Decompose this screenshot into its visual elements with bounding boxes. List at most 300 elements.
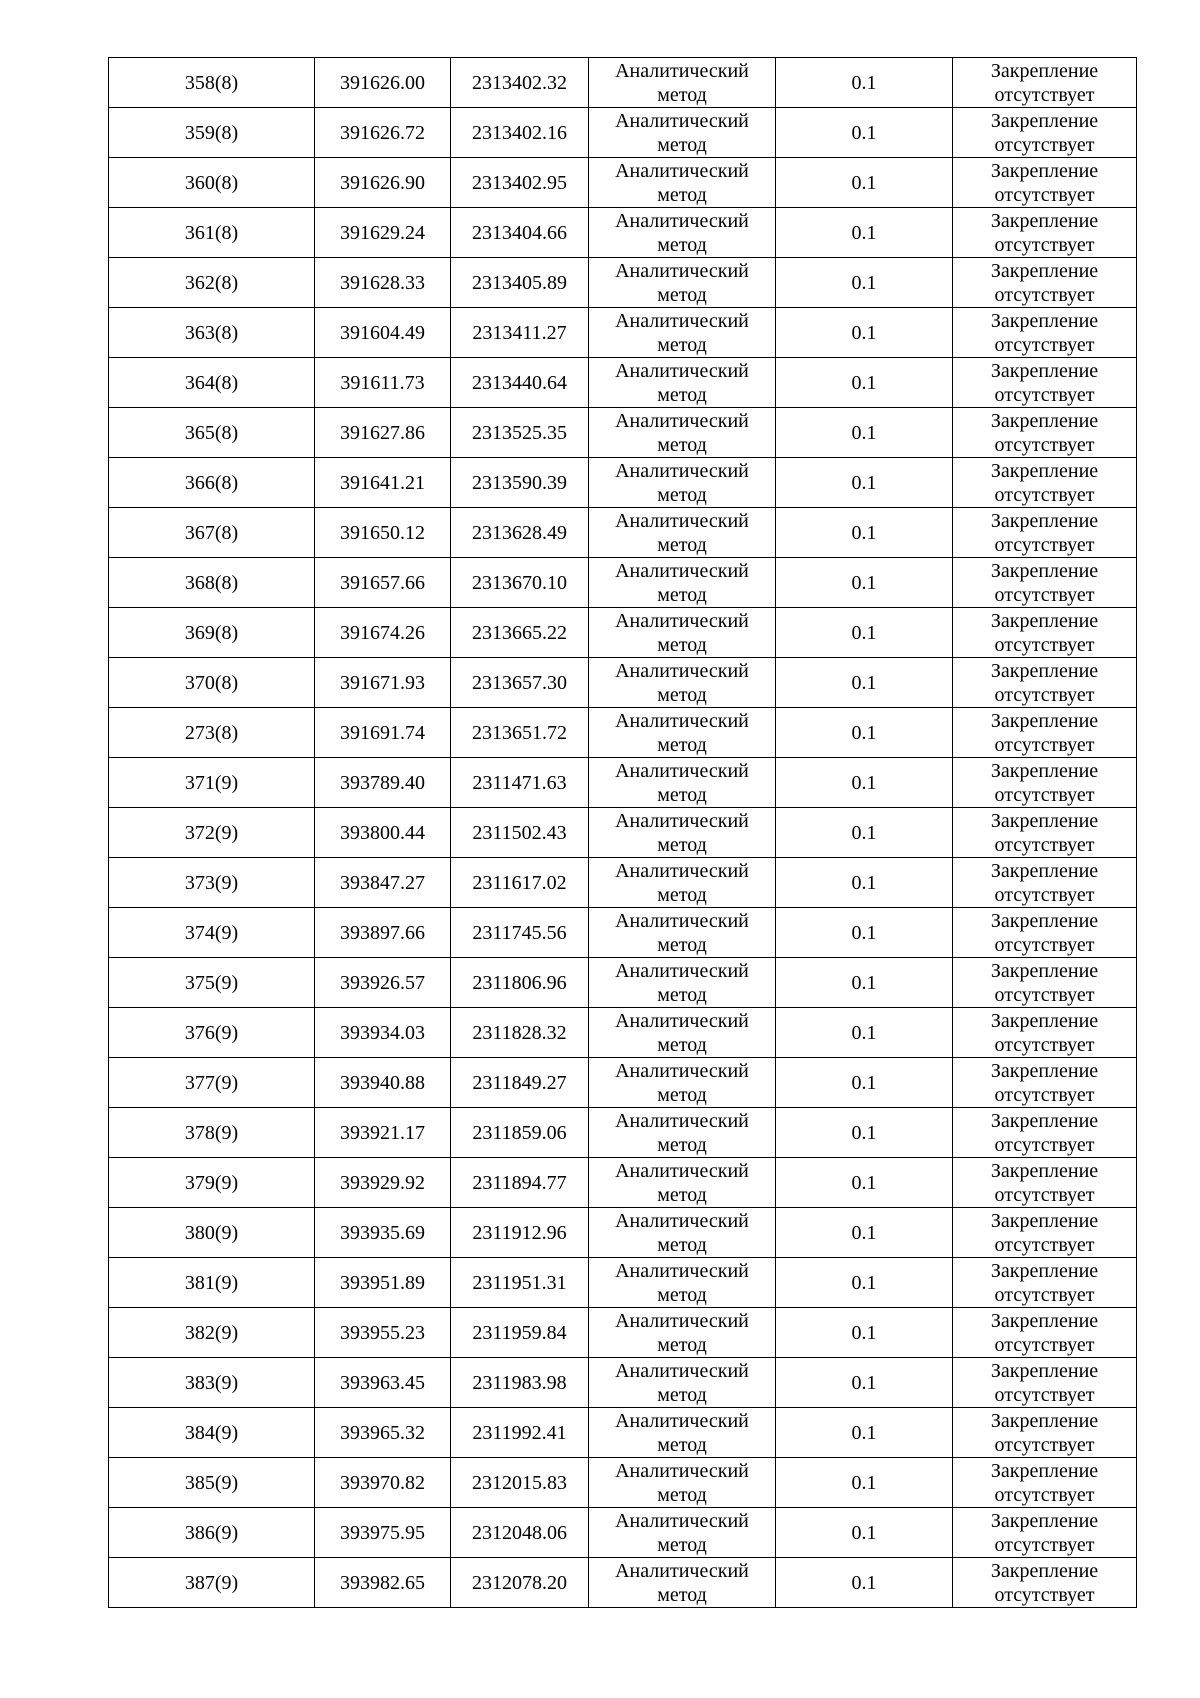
fixation-cell-line2: отсутствует (994, 483, 1095, 506)
fixation-cell-line1: Закрепление (990, 1509, 1099, 1532)
method-cell-line2: метод (657, 183, 707, 206)
fixation-cell (953, 1258, 1137, 1308)
fixation-cell-line1: Закрепление (990, 1409, 1099, 1432)
precision-cell: 0.1 (776, 1308, 953, 1358)
precision-cell: 0.1 (776, 258, 953, 308)
method-cell (589, 258, 776, 308)
method-cell-line2: метод (657, 933, 707, 956)
method-cell-line2: метод (657, 1433, 707, 1456)
y-coordinate-cell: 2313657.30 (451, 658, 589, 708)
fixation-cell-line1: Закрепление (990, 1459, 1099, 1482)
x-coordinate-cell: 391628.33 (315, 258, 451, 308)
x-coordinate-cell: 393929.92 (315, 1158, 451, 1208)
table-row (109, 308, 1137, 358)
point-number-cell: 365(8) (109, 408, 315, 458)
table-row (109, 758, 1137, 808)
x-coordinate-cell: 391657.66 (315, 558, 451, 608)
table-row (109, 958, 1137, 1008)
method-cell (589, 158, 776, 208)
y-coordinate-cell: 2311951.31 (451, 1258, 589, 1308)
fixation-cell-line1: Закрепление (990, 609, 1099, 632)
method-cell-line1: Аналитический (615, 1409, 749, 1432)
fixation-cell-line2: отсутствует (994, 133, 1095, 156)
point-number-cell: 358(8) (109, 58, 315, 108)
table-row (109, 358, 1137, 408)
y-coordinate-cell: 2313411.27 (451, 308, 589, 358)
method-cell-line2: метод (657, 733, 707, 756)
y-coordinate-cell: 2311849.27 (451, 1058, 589, 1108)
precision-cell: 0.1 (776, 1558, 953, 1608)
table-row (109, 1158, 1137, 1208)
method-cell-line1: Аналитический (615, 1309, 749, 1332)
y-coordinate-cell: 2311983.98 (451, 1358, 589, 1408)
point-number-cell: 386(9) (109, 1508, 315, 1558)
y-coordinate-cell: 2311471.63 (451, 758, 589, 808)
x-coordinate-cell: 393982.65 (315, 1558, 451, 1608)
precision-cell: 0.1 (776, 1108, 953, 1158)
fixation-cell (953, 208, 1137, 258)
point-number-cell: 367(8) (109, 508, 315, 558)
fixation-cell (953, 658, 1137, 708)
precision-cell: 0.1 (776, 558, 953, 608)
fixation-cell (953, 608, 1137, 658)
point-number-cell: 387(9) (109, 1558, 315, 1608)
method-cell (589, 458, 776, 508)
method-cell (589, 1458, 776, 1508)
method-cell-line2: метод (657, 1383, 707, 1406)
y-coordinate-cell: 2312048.06 (451, 1508, 589, 1558)
fixation-cell-line2: отсутствует (994, 233, 1095, 256)
method-cell-line1: Аналитический (615, 1059, 749, 1082)
method-cell (589, 1008, 776, 1058)
table-row (109, 1458, 1137, 1508)
method-cell-line1: Аналитический (615, 1459, 749, 1482)
point-number-cell: 374(9) (109, 908, 315, 958)
precision-cell: 0.1 (776, 1258, 953, 1308)
precision-cell: 0.1 (776, 1008, 953, 1058)
fixation-cell-line1: Закрепление (990, 809, 1099, 832)
fixation-cell-line2: отсутствует (994, 1033, 1095, 1056)
method-cell-line2: метод (657, 833, 707, 856)
point-number-cell: 362(8) (109, 258, 315, 308)
x-coordinate-cell: 393965.32 (315, 1408, 451, 1458)
y-coordinate-cell: 2313525.35 (451, 408, 589, 458)
fixation-cell-line1: Закрепление (990, 1009, 1099, 1032)
method-cell-line1: Аналитический (615, 1359, 749, 1382)
point-number-cell: 359(8) (109, 108, 315, 158)
x-coordinate-cell: 391650.12 (315, 508, 451, 558)
table-row (109, 708, 1137, 758)
precision-cell: 0.1 (776, 358, 953, 408)
fixation-cell-line1: Закрепление (990, 309, 1099, 332)
fixation-cell-line2: отсутствует (994, 933, 1095, 956)
method-cell-line2: метод (657, 433, 707, 456)
fixation-cell-line1: Закрепление (990, 1109, 1099, 1132)
fixation-cell-line2: отсутствует (994, 333, 1095, 356)
method-cell (589, 658, 776, 708)
method-cell (589, 958, 776, 1008)
precision-cell: 0.1 (776, 758, 953, 808)
x-coordinate-cell: 393940.88 (315, 1058, 451, 1108)
table-row (109, 908, 1137, 958)
table-row (109, 858, 1137, 908)
x-coordinate-cell: 391629.24 (315, 208, 451, 258)
x-coordinate-cell: 393970.82 (315, 1458, 451, 1508)
y-coordinate-cell: 2312078.20 (451, 1558, 589, 1608)
point-number-cell: 361(8) (109, 208, 315, 258)
fixation-cell-line1: Закрепление (990, 759, 1099, 782)
precision-cell: 0.1 (776, 658, 953, 708)
method-cell-line1: Аналитический (615, 509, 749, 532)
coordinates-table-body (109, 58, 1137, 1608)
fixation-cell-line1: Закрепление (990, 1059, 1099, 1082)
method-cell-line2: метод (657, 283, 707, 306)
y-coordinate-cell: 2311617.02 (451, 858, 589, 908)
y-coordinate-cell: 2313628.49 (451, 508, 589, 558)
fixation-cell (953, 58, 1137, 108)
table-row (109, 808, 1137, 858)
table-row (109, 508, 1137, 558)
y-coordinate-cell: 2311745.56 (451, 908, 589, 958)
fixation-cell-line1: Закрепление (990, 959, 1099, 982)
fixation-cell (953, 958, 1137, 1008)
method-cell (589, 1308, 776, 1358)
method-cell-line1: Аналитический (615, 609, 749, 632)
table-row (109, 608, 1137, 658)
point-number-cell: 383(9) (109, 1358, 315, 1408)
method-cell-line2: метод (657, 383, 707, 406)
point-number-cell: 380(9) (109, 1208, 315, 1258)
point-number-cell: 368(8) (109, 558, 315, 608)
method-cell-line1: Аналитический (615, 1159, 749, 1182)
y-coordinate-cell: 2312015.83 (451, 1458, 589, 1508)
method-cell-line1: Аналитический (615, 1259, 749, 1282)
method-cell-line1: Аналитический (615, 1509, 749, 1532)
method-cell (589, 508, 776, 558)
x-coordinate-cell: 393789.40 (315, 758, 451, 808)
fixation-cell-line1: Закрепление (990, 159, 1099, 182)
fixation-cell-line2: отсутствует (994, 1283, 1095, 1306)
method-cell-line1: Аналитический (615, 109, 749, 132)
table-row (109, 208, 1137, 258)
fixation-cell-line2: отсутствует (994, 583, 1095, 606)
precision-cell: 0.1 (776, 58, 953, 108)
method-cell-line1: Аналитический (615, 759, 749, 782)
method-cell (589, 1108, 776, 1158)
method-cell (589, 1058, 776, 1108)
fixation-cell-line1: Закрепление (990, 859, 1099, 882)
y-coordinate-cell: 2311828.32 (451, 1008, 589, 1058)
method-cell-line2: метод (657, 483, 707, 506)
fixation-cell (953, 508, 1137, 558)
point-number-cell: 382(9) (109, 1308, 315, 1358)
method-cell-line2: метод (657, 1183, 707, 1206)
fixation-cell (953, 1158, 1137, 1208)
method-cell-line1: Аналитический (615, 909, 749, 932)
method-cell (589, 1358, 776, 1408)
table-row (109, 158, 1137, 208)
method-cell (589, 608, 776, 658)
fixation-cell-line2: отсутствует (994, 1133, 1095, 1156)
fixation-cell-line2: отсутствует (994, 833, 1095, 856)
method-cell-line2: метод (657, 533, 707, 556)
method-cell-line1: Аналитический (615, 159, 749, 182)
x-coordinate-cell: 393975.95 (315, 1508, 451, 1558)
point-number-cell: 371(9) (109, 758, 315, 808)
x-coordinate-cell: 393800.44 (315, 808, 451, 858)
point-number-cell: 378(9) (109, 1108, 315, 1158)
method-cell (589, 1558, 776, 1608)
table-row (109, 408, 1137, 458)
fixation-cell-line1: Закрепление (990, 509, 1099, 532)
table-row (109, 1258, 1137, 1308)
fixation-cell (953, 108, 1137, 158)
method-cell-line1: Аналитический (615, 1009, 749, 1032)
table-row (109, 1208, 1137, 1258)
fixation-cell-line1: Закрепление (990, 409, 1099, 432)
method-cell-line1: Аналитический (615, 259, 749, 282)
fixation-cell (953, 1458, 1137, 1508)
precision-cell: 0.1 (776, 308, 953, 358)
method-cell-line2: метод (657, 983, 707, 1006)
table-row (109, 1558, 1137, 1608)
fixation-cell-line1: Закрепление (990, 109, 1099, 132)
x-coordinate-cell: 393935.69 (315, 1208, 451, 1258)
method-cell (589, 58, 776, 108)
x-coordinate-cell: 393897.66 (315, 908, 451, 958)
method-cell (589, 308, 776, 358)
fixation-cell-line2: отсутствует (994, 1233, 1095, 1256)
point-number-cell: 377(9) (109, 1058, 315, 1108)
fixation-cell-line2: отсутствует (994, 83, 1095, 106)
precision-cell: 0.1 (776, 1408, 953, 1458)
fixation-cell (953, 1208, 1137, 1258)
fixation-cell-line1: Закрепление (990, 1159, 1099, 1182)
fixation-cell-line2: отсутствует (994, 733, 1095, 756)
fixation-cell (953, 308, 1137, 358)
x-coordinate-cell: 391691.74 (315, 708, 451, 758)
method-cell (589, 808, 776, 858)
y-coordinate-cell: 2311806.96 (451, 958, 589, 1008)
fixation-cell (953, 558, 1137, 608)
precision-cell: 0.1 (776, 108, 953, 158)
method-cell (589, 1158, 776, 1208)
fixation-cell-line1: Закрепление (990, 359, 1099, 382)
method-cell-line1: Аналитический (615, 1109, 749, 1132)
method-cell-line2: метод (657, 633, 707, 656)
method-cell-line2: метод (657, 1533, 707, 1556)
x-coordinate-cell: 393926.57 (315, 958, 451, 1008)
method-cell-line2: метод (657, 1083, 707, 1106)
fixation-cell-line2: отсутствует (994, 683, 1095, 706)
fixation-cell-line1: Закрепление (990, 1259, 1099, 1282)
table-row (109, 1408, 1137, 1458)
point-number-cell: 375(9) (109, 958, 315, 1008)
y-coordinate-cell: 2313651.72 (451, 708, 589, 758)
method-cell (589, 408, 776, 458)
precision-cell: 0.1 (776, 208, 953, 258)
fixation-cell-line1: Закрепление (990, 1359, 1099, 1382)
fixation-cell (953, 358, 1137, 408)
method-cell-line2: метод (657, 233, 707, 256)
fixation-cell-line2: отсутствует (994, 1083, 1095, 1106)
method-cell-line2: метод (657, 1133, 707, 1156)
fixation-cell-line2: отсутствует (994, 183, 1095, 206)
fixation-cell (953, 858, 1137, 908)
point-number-cell: 363(8) (109, 308, 315, 358)
precision-cell: 0.1 (776, 1508, 953, 1558)
point-number-cell: 379(9) (109, 1158, 315, 1208)
y-coordinate-cell: 2311859.06 (451, 1108, 589, 1158)
table-row (109, 1308, 1137, 1358)
x-coordinate-cell: 391626.72 (315, 108, 451, 158)
method-cell-line2: метод (657, 1033, 707, 1056)
table-row (109, 1058, 1137, 1108)
method-cell-line2: метод (657, 783, 707, 806)
x-coordinate-cell: 391674.26 (315, 608, 451, 658)
y-coordinate-cell: 2313440.64 (451, 358, 589, 408)
method-cell-line1: Аналитический (615, 359, 749, 382)
y-coordinate-cell: 2311912.96 (451, 1208, 589, 1258)
fixation-cell-line2: отсутствует (994, 1483, 1095, 1506)
method-cell-line2: метод (657, 683, 707, 706)
point-number-cell: 370(8) (109, 658, 315, 708)
table-row (109, 1358, 1137, 1408)
fixation-cell (953, 158, 1137, 208)
method-cell-line1: Аналитический (615, 709, 749, 732)
fixation-cell-line1: Закрепление (990, 459, 1099, 482)
fixation-cell-line1: Закрепление (990, 559, 1099, 582)
method-cell (589, 108, 776, 158)
table-row (109, 658, 1137, 708)
x-coordinate-cell: 393934.03 (315, 1008, 451, 1058)
fixation-cell-line2: отсутствует (994, 533, 1095, 556)
table-row (109, 1008, 1137, 1058)
method-cell (589, 1408, 776, 1458)
method-cell-line1: Аналитический (615, 809, 749, 832)
fixation-cell-line1: Закрепление (990, 1559, 1099, 1582)
fixation-cell (953, 1108, 1137, 1158)
precision-cell: 0.1 (776, 858, 953, 908)
fixation-cell (953, 258, 1137, 308)
precision-cell: 0.1 (776, 458, 953, 508)
fixation-cell-line2: отсутствует (994, 633, 1095, 656)
fixation-cell (953, 708, 1137, 758)
fixation-cell (953, 1008, 1137, 1058)
y-coordinate-cell: 2311959.84 (451, 1308, 589, 1358)
precision-cell: 0.1 (776, 1358, 953, 1408)
x-coordinate-cell: 393921.17 (315, 1108, 451, 1158)
table-row (109, 458, 1137, 508)
x-coordinate-cell: 391626.90 (315, 158, 451, 208)
fixation-cell-line1: Закрепление (990, 909, 1099, 932)
method-cell-line1: Аналитический (615, 559, 749, 582)
method-cell (589, 1258, 776, 1308)
fixation-cell (953, 908, 1137, 958)
point-number-cell: 373(9) (109, 858, 315, 908)
table-row (109, 1108, 1137, 1158)
method-cell-line1: Аналитический (615, 1559, 749, 1582)
point-number-cell: 366(8) (109, 458, 315, 508)
method-cell-line2: метод (657, 1583, 707, 1606)
fixation-cell (953, 1408, 1137, 1458)
fixation-cell (953, 458, 1137, 508)
precision-cell: 0.1 (776, 708, 953, 758)
fixation-cell-line1: Закрепление (990, 1309, 1099, 1332)
fixation-cell (953, 1558, 1137, 1608)
method-cell-line1: Аналитический (615, 959, 749, 982)
y-coordinate-cell: 2313590.39 (451, 458, 589, 508)
y-coordinate-cell: 2313405.89 (451, 258, 589, 308)
coordinates-table (108, 57, 1137, 1608)
point-number-cell: 381(9) (109, 1258, 315, 1308)
fixation-cell-line2: отсутствует (994, 1183, 1095, 1206)
precision-cell: 0.1 (776, 1158, 953, 1208)
method-cell (589, 858, 776, 908)
x-coordinate-cell: 393963.45 (315, 1358, 451, 1408)
method-cell-line2: метод (657, 1483, 707, 1506)
y-coordinate-cell: 2313402.16 (451, 108, 589, 158)
fixation-cell (953, 1358, 1137, 1408)
y-coordinate-cell: 2311894.77 (451, 1158, 589, 1208)
fixation-cell-line2: отсутствует (994, 433, 1095, 456)
fixation-cell (953, 1058, 1137, 1108)
fixation-cell-line2: отсутствует (994, 1333, 1095, 1356)
fixation-cell-line1: Закрепление (990, 1209, 1099, 1232)
x-coordinate-cell: 391604.49 (315, 308, 451, 358)
x-coordinate-cell: 391671.93 (315, 658, 451, 708)
fixation-cell-line2: отсутствует (994, 1533, 1095, 1556)
method-cell (589, 758, 776, 808)
method-cell-line2: метод (657, 1333, 707, 1356)
fixation-cell-line2: отсутствует (994, 1433, 1095, 1456)
fixation-cell (953, 758, 1137, 808)
fixation-cell-line2: отсутствует (994, 1583, 1095, 1606)
fixation-cell-line2: отсутствует (994, 983, 1095, 1006)
method-cell (589, 208, 776, 258)
fixation-cell-line1: Закрепление (990, 259, 1099, 282)
table-row (109, 258, 1137, 308)
y-coordinate-cell: 2313670.10 (451, 558, 589, 608)
point-number-cell: 376(9) (109, 1008, 315, 1058)
point-number-cell: 364(8) (109, 358, 315, 408)
x-coordinate-cell: 391611.73 (315, 358, 451, 408)
method-cell-line1: Аналитический (615, 409, 749, 432)
fixation-cell-line2: отсутствует (994, 283, 1095, 306)
x-coordinate-cell: 391641.21 (315, 458, 451, 508)
method-cell-line1: Аналитический (615, 309, 749, 332)
y-coordinate-cell: 2313404.66 (451, 208, 589, 258)
method-cell-line1: Аналитический (615, 1209, 749, 1232)
point-number-cell: 369(8) (109, 608, 315, 658)
precision-cell: 0.1 (776, 158, 953, 208)
precision-cell: 0.1 (776, 408, 953, 458)
method-cell-line2: метод (657, 83, 707, 106)
method-cell-line2: метод (657, 583, 707, 606)
precision-cell: 0.1 (776, 1058, 953, 1108)
table-row (109, 58, 1137, 108)
x-coordinate-cell: 393955.23 (315, 1308, 451, 1358)
method-cell-line2: метод (657, 1283, 707, 1306)
fixation-cell-line1: Закрепление (990, 59, 1099, 82)
method-cell-line2: метод (657, 883, 707, 906)
y-coordinate-cell: 2313402.32 (451, 58, 589, 108)
method-cell-line1: Аналитический (615, 859, 749, 882)
precision-cell: 0.1 (776, 1208, 953, 1258)
fixation-cell-line2: отсутствует (994, 883, 1095, 906)
table-row (109, 1508, 1137, 1558)
table-row (109, 558, 1137, 608)
